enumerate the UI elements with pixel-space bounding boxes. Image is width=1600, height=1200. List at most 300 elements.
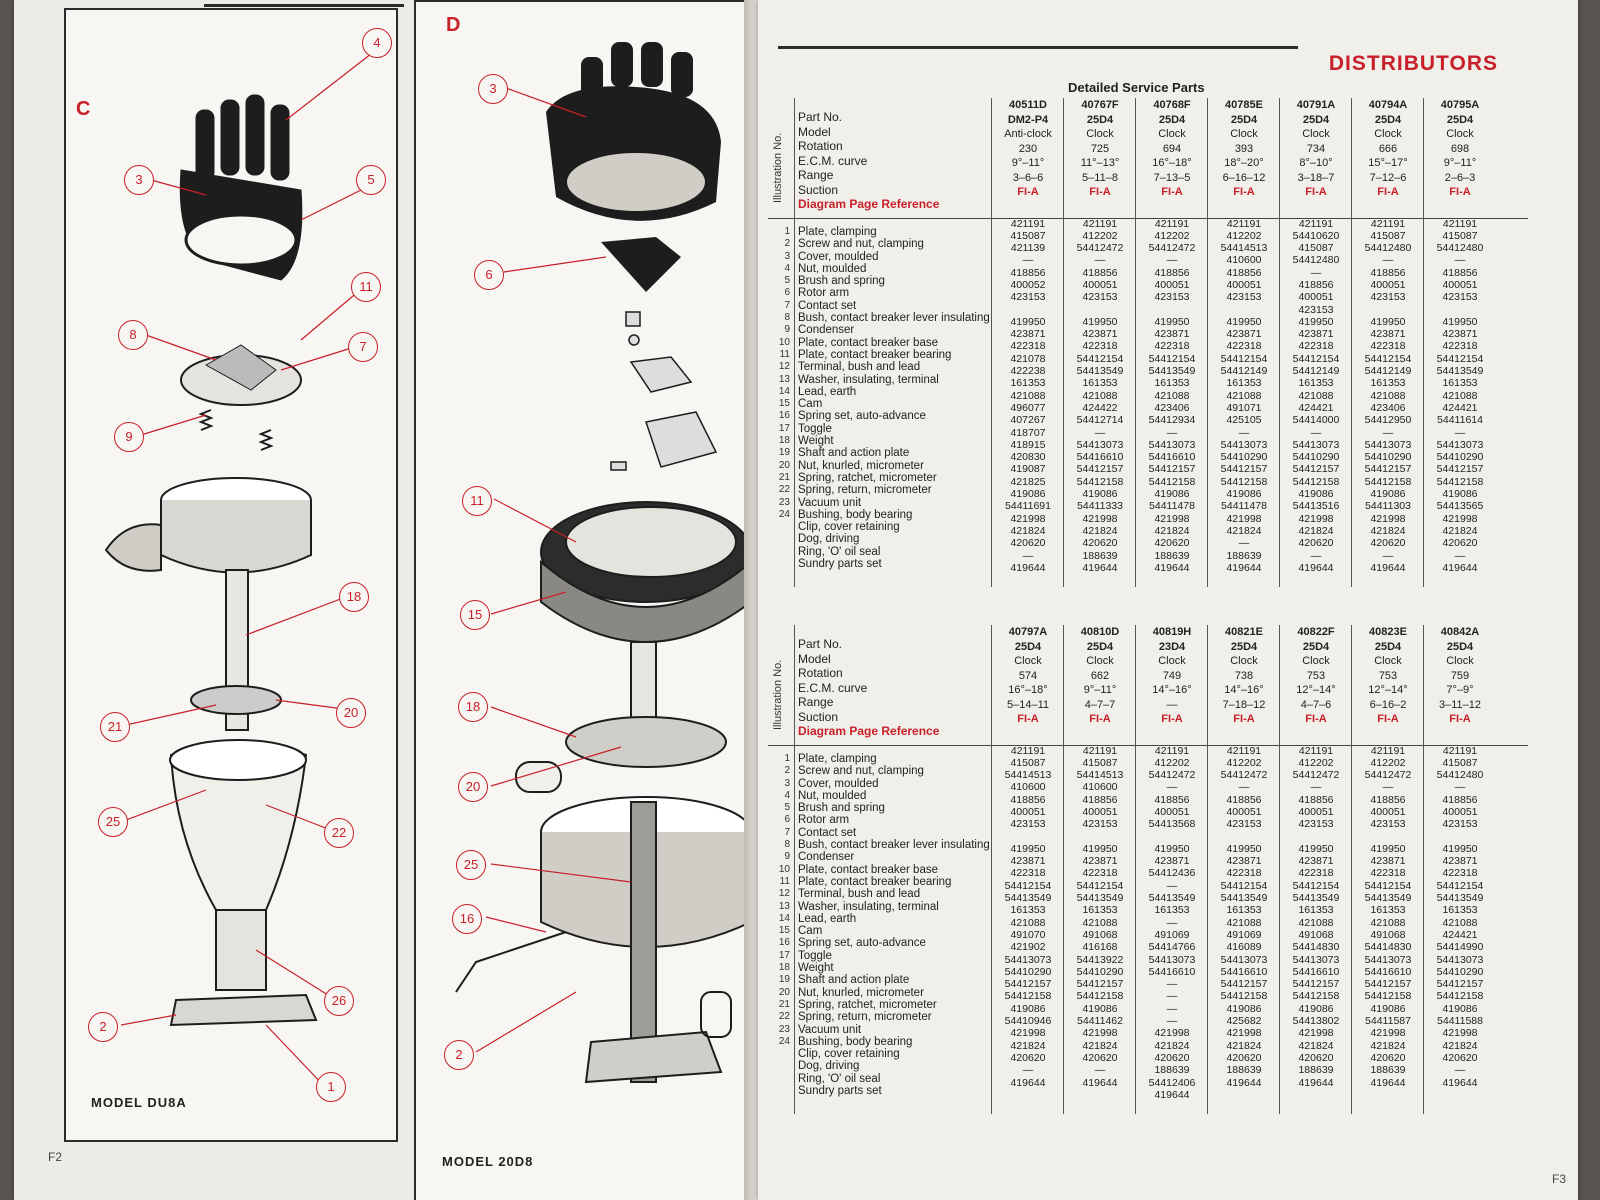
row-label: Cover, moulded (798, 777, 879, 790)
part-value: — (1454, 1064, 1466, 1077)
row-label: Rotor arm (798, 814, 850, 827)
part-value (993, 831, 1063, 843)
header-label: Model (798, 651, 831, 666)
ecm-curve: 738 (1234, 669, 1254, 682)
part-value: 54416610 (1364, 965, 1412, 978)
part-value: 421824 (1370, 524, 1406, 537)
part-value (1065, 831, 1135, 843)
row-label: Sundry parts set (798, 1085, 882, 1098)
part-value: 54413073 (1220, 953, 1268, 966)
header-labels (798, 637, 998, 739)
row-number: 9 (784, 851, 790, 863)
row-label: Spring set, auto-advance (798, 410, 926, 423)
diagram-ref: FI-A (1449, 186, 1471, 198)
part-value: 423153 (1370, 291, 1406, 304)
callout-c-20: 20 (336, 698, 366, 728)
part-value: 420620 (1082, 1051, 1118, 1064)
row-number: 17 (778, 422, 790, 434)
part-value: 421088 (1442, 389, 1478, 402)
part-value: 161353 (1010, 377, 1046, 390)
part-value: 421088 (1298, 389, 1334, 402)
part-value: 423871 (1298, 855, 1334, 868)
row-label: Nut, knurled, micrometer (798, 986, 924, 999)
part-value: 419086 (1226, 488, 1262, 501)
row-number: 13 (778, 373, 790, 385)
part-value: 423871 (1082, 855, 1118, 868)
suction: 7–13–5 (1153, 171, 1191, 184)
title-rule (778, 46, 1298, 49)
part-value: 421998 (1442, 512, 1478, 525)
suction: 4–7–6 (1300, 698, 1332, 711)
part-value: 421139 (1010, 242, 1046, 255)
part-value: — (1310, 426, 1322, 439)
callout-c-2: 2 (88, 1012, 118, 1042)
part-value: 419644 (1082, 1076, 1118, 1089)
part-value: 423153 (1442, 818, 1478, 831)
part-value: 421998 (1226, 512, 1262, 525)
row-label: Vacuum unit (798, 496, 862, 509)
rotation: Clock (1230, 128, 1258, 140)
suction: 5–11–8 (1082, 171, 1118, 184)
row-label: Shaft and action plate (798, 974, 910, 987)
part-value: 418856 (1154, 266, 1190, 279)
row-label: Plate, contact breaker base (798, 336, 938, 349)
part-value: — (1238, 781, 1250, 794)
part-number: 40767F (1081, 99, 1119, 111)
part-value: 415087 (1010, 756, 1046, 769)
part-value: 400052 (1010, 278, 1046, 291)
part-number: 40791A (1296, 99, 1336, 111)
part-value: 419950 (1370, 315, 1406, 328)
part-value: 419950 (1154, 842, 1190, 855)
part-value: 54412157 (1004, 978, 1052, 991)
part-value: 421824 (1298, 524, 1334, 537)
part-value: 54413073 (1436, 438, 1484, 451)
model: 25D4 (1158, 113, 1186, 126)
part-value: 420620 (1298, 1051, 1334, 1064)
row-label: Screw and nut, clamping (798, 238, 924, 251)
part-value: 54412157 (1148, 463, 1196, 476)
part-value: 423871 (1010, 855, 1046, 868)
part-value: 423871 (1442, 328, 1478, 341)
part-value: 422318 (1226, 867, 1262, 880)
part-value: 54413073 (1364, 953, 1412, 966)
row-number: 15 (778, 398, 790, 410)
part-value: 415087 (1442, 229, 1478, 242)
part-value: 54413073 (1220, 438, 1268, 451)
row-label: Plate, contact breaker base (798, 863, 938, 876)
part-value: 54413549 (1220, 892, 1268, 905)
part-value: 421191 (1082, 744, 1118, 757)
part-value: 421824 (1010, 524, 1046, 537)
part-value: 423406 (1370, 401, 1406, 414)
suction: 6–16–12 (1222, 171, 1266, 184)
part-value: 422318 (1010, 867, 1046, 880)
header-label: Diagram Page Reference (798, 197, 940, 211)
part-value: 423871 (1082, 328, 1118, 341)
column-rule (991, 625, 992, 1114)
callout-c-9: 9 (114, 422, 144, 452)
part-value: 412202 (1298, 756, 1334, 769)
part-value: 54412480 (1292, 254, 1340, 267)
part-number: 40819H (1152, 626, 1192, 638)
part-value: 161353 (1298, 377, 1334, 390)
right-page (758, 0, 1578, 1200)
part-value: 421998 (1154, 512, 1190, 525)
part-value: 423871 (1154, 855, 1190, 868)
part-value: 423153 (1010, 291, 1046, 304)
row-label: Plate, clamping (798, 753, 877, 765)
part-value: 423153 (1226, 291, 1262, 304)
part-value: 54413516 (1292, 500, 1340, 513)
part-number: 40795A (1440, 99, 1480, 111)
range: 12°–14° (1368, 684, 1408, 696)
part-value: 421998 (1154, 1027, 1190, 1040)
column-rule (1063, 625, 1064, 1114)
part-value: 54412158 (1292, 475, 1340, 488)
part-value: 161353 (1082, 377, 1118, 390)
part-value: 188639 (1154, 549, 1190, 562)
suction: 5–14–11 (1006, 698, 1049, 711)
part-value: 421191 (1298, 744, 1334, 757)
part-value: 421088 (1442, 916, 1478, 929)
part-value: 422318 (1082, 867, 1118, 880)
part-value: 424422 (1082, 401, 1118, 414)
row-label: Weight (798, 962, 834, 975)
range: 18°–20° (1224, 157, 1264, 169)
model-caption-d: MODEL 20D8 (442, 1154, 534, 1169)
column-rule (1351, 625, 1352, 1114)
row-number: 24 (778, 508, 790, 520)
part-value: 188639 (1226, 1064, 1262, 1077)
ecm-curve: 230 (1018, 142, 1038, 155)
rotation: Clock (1086, 128, 1114, 140)
row-number: 15 (778, 925, 790, 937)
column-rule (1135, 625, 1136, 1114)
part-value: 491070 (1010, 928, 1046, 941)
part-value: 422318 (1298, 867, 1334, 880)
part-value: 422318 (1370, 340, 1406, 353)
row-number: 9 (784, 324, 790, 336)
row-label: Cam (798, 925, 823, 938)
part-value: 161353 (1154, 904, 1190, 917)
row-number: 20 (778, 459, 790, 471)
part-value: 54412158 (1148, 475, 1196, 488)
part-value: 400051 (1442, 278, 1478, 291)
part-value: 421824 (1226, 524, 1262, 537)
part-value: 54414513 (1076, 769, 1124, 782)
part-value: 54413565 (1436, 500, 1484, 513)
part-value: 54413549 (1436, 892, 1484, 905)
rotation: Clock (1302, 128, 1330, 140)
part-value: 421902 (1010, 941, 1046, 954)
callout-d-3: 3 (478, 74, 508, 104)
row-number: 19 (778, 974, 790, 986)
column-rule (1279, 625, 1280, 1114)
column-rule (794, 625, 795, 1114)
part-value: 54412472 (1220, 769, 1268, 782)
part-value: — (1238, 537, 1250, 550)
part-value: 418856 (1226, 266, 1262, 279)
part-value: 416168 (1082, 941, 1118, 954)
part-column (1065, 98, 1135, 574)
part-value: 54411462 (1077, 1015, 1123, 1028)
part-value: 420620 (1010, 537, 1046, 550)
part-value: 54412472 (1148, 769, 1196, 782)
part-value: 54412158 (1436, 475, 1484, 488)
part-value: — (1382, 426, 1394, 439)
part-value: 419950 (1442, 842, 1478, 855)
part-value: 421088 (1226, 389, 1262, 402)
part-value: 54413549 (1148, 365, 1196, 378)
part-value: 54412149 (1292, 365, 1340, 378)
ecm-curve: 698 (1450, 142, 1470, 155)
model: 25D4 (1086, 113, 1114, 126)
part-value: 421824 (1298, 1039, 1334, 1052)
callout-c-22: 22 (324, 818, 354, 848)
diagram-ref: FI-A (1089, 713, 1111, 725)
part-value: 419644 (1370, 1076, 1406, 1089)
part-value: 400051 (1298, 291, 1334, 304)
part-column (1353, 98, 1423, 574)
part-value: 424421 (1442, 928, 1478, 941)
column-rule (1279, 98, 1280, 587)
header-label: Rotation (798, 666, 843, 680)
part-column (1281, 625, 1351, 1089)
part-value: 400051 (1442, 805, 1478, 818)
row-number: 1 (784, 226, 790, 237)
suction: — (1166, 698, 1178, 711)
callout-c-18: 18 (339, 582, 369, 612)
part-value: 54412157 (1364, 978, 1412, 991)
part-value (1353, 304, 1423, 316)
diagram-ref: FI-A (1449, 713, 1471, 725)
part-value: 419087 (1010, 463, 1046, 476)
part-value: 423871 (1010, 328, 1046, 341)
part-value: 54412154 (1076, 879, 1124, 892)
part-value: 420620 (1298, 537, 1334, 550)
part-value: 419950 (1010, 842, 1046, 855)
part-value: — (1166, 1002, 1178, 1015)
part-value (993, 304, 1063, 316)
range: 7°–9° (1446, 684, 1474, 696)
row-label: Shaft and action plate (798, 447, 910, 460)
part-value: 415087 (1082, 756, 1118, 769)
ecm-curve: 759 (1450, 669, 1470, 682)
part-value: 54414513 (1220, 242, 1268, 255)
part-value: 423153 (1082, 291, 1118, 304)
part-value: — (1166, 1015, 1178, 1028)
column-rule (1063, 98, 1064, 587)
callout-c-3: 3 (124, 165, 154, 195)
callout-c-26: 26 (324, 986, 354, 1016)
part-value: 419644 (1298, 1076, 1334, 1089)
callout-c-21: 21 (100, 712, 130, 742)
part-value: 54410290 (1004, 965, 1052, 978)
part-number: 40822F (1297, 626, 1335, 638)
part-value: 423153 (1010, 818, 1046, 831)
range: 14°–16° (1152, 684, 1192, 696)
part-column (1425, 98, 1495, 574)
callout-c-1: 1 (316, 1072, 346, 1102)
header-label: Model (798, 124, 831, 139)
row-number: 10 (778, 336, 790, 348)
part-value: 161353 (1154, 377, 1190, 390)
row-label: Spring, ratchet, micrometer (798, 471, 937, 484)
part-value: 54412157 (1436, 463, 1484, 476)
part-value: 54412157 (1364, 463, 1412, 476)
diagram-panel-d (414, 0, 756, 1200)
callout-d-25: 25 (456, 850, 486, 880)
callout-d-18: 18 (458, 692, 488, 722)
callout-d-16: 16 (452, 904, 482, 934)
range: 9°–11° (1011, 157, 1045, 169)
part-value: — (1310, 549, 1322, 562)
diagram-ref: FI-A (1305, 186, 1327, 198)
row-label: Cam (798, 398, 823, 411)
column-rule (1207, 98, 1208, 587)
part-value: 419950 (1010, 315, 1046, 328)
part-value: 421088 (1082, 916, 1118, 929)
part-value: 54414513 (1004, 769, 1052, 782)
part-value: 419644 (1442, 1076, 1478, 1089)
part-value: 161353 (1226, 377, 1262, 390)
illustration-no-label: Illustration No. (772, 659, 784, 731)
part-value: 415087 (1442, 756, 1478, 769)
ecm-curve: 753 (1306, 669, 1326, 682)
row-label: Nut, moulded (798, 262, 867, 275)
part-value: 421825 (1010, 475, 1046, 488)
part-value: 54416610 (1220, 965, 1268, 978)
diagram-ref: FI-A (1377, 186, 1399, 198)
callout-d-20: 20 (458, 772, 488, 802)
row-label: Spring, return, micrometer (798, 484, 932, 497)
part-value: 54412158 (1436, 990, 1484, 1003)
part-value: 54411303 (1365, 500, 1411, 513)
part-value: 161353 (1370, 904, 1406, 917)
rotation: Clock (1158, 128, 1186, 140)
row-number: 8 (784, 839, 790, 851)
part-value: 188639 (1370, 1064, 1406, 1077)
part-value: 420620 (1370, 537, 1406, 550)
part-value: 491071 (1226, 401, 1262, 414)
part-value: 54412480 (1436, 769, 1484, 782)
part-value: 419086 (1442, 1002, 1478, 1015)
header-label: Part No. (798, 110, 843, 124)
part-value: 421824 (1442, 1039, 1478, 1052)
part-value: 423871 (1154, 328, 1190, 341)
part-value (1209, 831, 1279, 843)
row-number: 14 (778, 912, 790, 924)
part-value (1353, 831, 1423, 843)
part-value: 418856 (1010, 793, 1046, 806)
part-value: 420620 (1154, 537, 1190, 550)
diagram-ref: FI-A (1233, 713, 1255, 725)
part-value: 422318 (1082, 340, 1118, 353)
part-value: 421088 (1298, 916, 1334, 929)
part-value: 421191 (1442, 217, 1478, 230)
diagram-ref: FI-A (1161, 186, 1183, 198)
part-value: 54413549 (1436, 365, 1484, 378)
part-value: 54410290 (1220, 451, 1268, 464)
model: 25D4 (1374, 640, 1402, 653)
part-value: 420620 (1154, 1051, 1190, 1064)
part-value: 161353 (1226, 904, 1262, 917)
rotation: Clock (1374, 128, 1402, 140)
part-value: 419950 (1442, 315, 1478, 328)
row-number: 19 (778, 447, 790, 459)
part-value: 54412157 (1220, 978, 1268, 991)
part-value: 421191 (1370, 217, 1406, 230)
part-value: 423871 (1226, 328, 1262, 341)
part-value: 54412157 (1436, 978, 1484, 991)
row-label: Plate, clamping (798, 226, 877, 238)
part-value: 54416610 (1148, 451, 1196, 464)
callout-c-11: 11 (351, 272, 381, 302)
header-labels (798, 110, 998, 212)
part-value: — (1022, 254, 1034, 267)
part-value: 54411691 (1005, 500, 1051, 513)
part-value: 412202 (1226, 229, 1262, 242)
part-value: 54414000 (1292, 414, 1340, 427)
header-label: Suction (798, 709, 839, 724)
model: 25D4 (1302, 640, 1330, 653)
rotation: Clock (1158, 655, 1186, 667)
part-value: 54413549 (1076, 892, 1124, 905)
row-label: Lead, earth (798, 385, 857, 398)
part-value: — (1310, 266, 1322, 279)
rotation: Clock (1230, 655, 1258, 667)
part-value: 54414830 (1292, 941, 1340, 954)
part-value: 54413549 (1292, 892, 1340, 905)
part-value: 54412406 (1148, 1076, 1196, 1089)
part-value: 419950 (1298, 315, 1334, 328)
row-number: 20 (778, 986, 790, 998)
row-number: 4 (784, 789, 790, 801)
row-number: 21 (778, 471, 790, 483)
row-label: Spring, return, micrometer (798, 1011, 932, 1024)
part-value: 419644 (1442, 561, 1478, 574)
part-value (1137, 831, 1207, 843)
part-value: 419086 (1010, 488, 1046, 501)
header-label: E.C.M. curve (798, 680, 868, 695)
part-value: 421824 (1442, 524, 1478, 537)
part-value: 54416610 (1292, 965, 1340, 978)
part-value: 54410290 (1364, 451, 1412, 464)
part-value: 54412472 (1364, 769, 1412, 782)
part-value: — (1382, 254, 1394, 267)
part-value: 54413568 (1148, 818, 1196, 831)
part-value: 420830 (1010, 451, 1046, 464)
part-number: 40821E (1225, 626, 1263, 638)
part-value: 400051 (1370, 278, 1406, 291)
part-value: 188639 (1298, 1064, 1334, 1077)
rotation: Clock (1014, 655, 1042, 667)
part-value: 412202 (1082, 229, 1118, 242)
row-number: 6 (784, 287, 790, 299)
diagram-ref: FI-A (1161, 713, 1183, 725)
part-value: — (1166, 916, 1178, 929)
part-value: 419950 (1082, 315, 1118, 328)
part-value: 54416610 (1076, 451, 1124, 464)
diagram-ref: FI-A (1233, 186, 1255, 198)
part-value: 54412472 (1076, 242, 1124, 255)
part-value: 421998 (1298, 512, 1334, 525)
part-value: 422318 (1442, 867, 1478, 880)
part-value: 410600 (1082, 781, 1118, 794)
part-value: 412202 (1226, 756, 1262, 769)
part-value: 54413073 (1076, 438, 1124, 451)
